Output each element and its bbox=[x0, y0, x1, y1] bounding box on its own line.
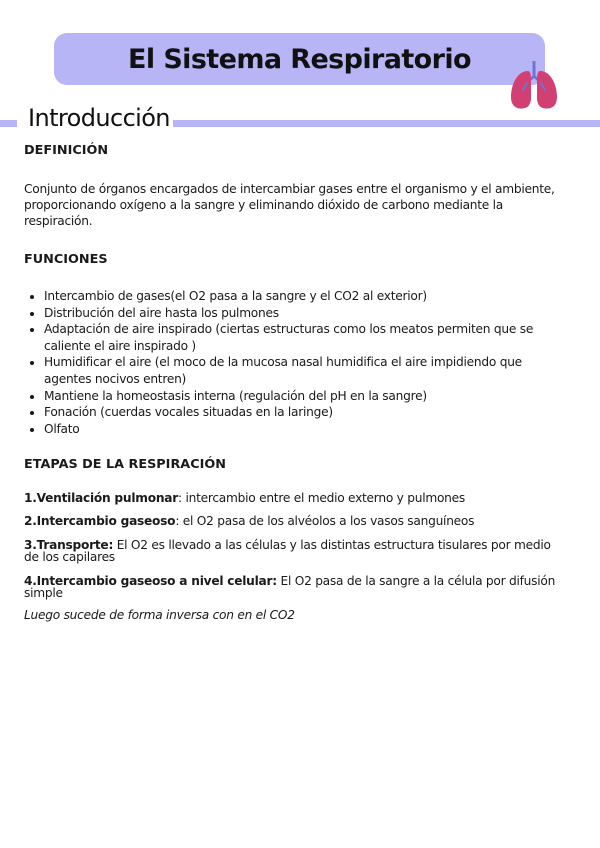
etapas-note: Luego sucede de forma inversa con en el CO2 bbox=[24, 608, 295, 623]
etapa-label: 4.Intercambio gaseoso a nivel celular: bbox=[24, 574, 277, 589]
etapa-2 bbox=[24, 515, 564, 527]
etapa-label: 2.Intercambio gaseoso bbox=[24, 514, 176, 529]
definicion-heading: DEFINICIÓN bbox=[24, 143, 109, 158]
etapa-text: El O2 es llevado a las células y las distintas estructura tisulares por medio de los capilares bbox=[24, 538, 551, 565]
list-item: • Olfato bbox=[44, 421, 564, 438]
etapa-1 bbox=[24, 492, 564, 504]
list-item: • Mantiene la homeostasis interna (regulación del pH en la sangre) bbox=[44, 388, 564, 405]
etapa-4 bbox=[24, 575, 564, 599]
etapa-text: : intercambio entre el medio externo y pulmones bbox=[177, 491, 465, 506]
etapa-text: : el O2 pasa de los alvéolos a los vasos sanguíneos bbox=[175, 514, 475, 529]
etapa-3 bbox=[24, 539, 564, 563]
etapa-text: El O2 pasa de la sangre a la célula por difusión simple bbox=[24, 574, 556, 601]
list-item: • Fonación (cuerdas vocales situadas en la laringe) bbox=[44, 404, 564, 421]
heading-bar-right bbox=[173, 120, 600, 127]
lungs-icon bbox=[508, 61, 560, 111]
list-item: • Adaptación de aire inspirado (ciertas estructuras como los meatos permiten que se caliente el aire inspirado ) bbox=[44, 321, 564, 354]
title-banner bbox=[54, 33, 545, 85]
document-body bbox=[24, 143, 564, 623]
etapa-label: 1.Ventilación pulmonar bbox=[24, 491, 178, 506]
section-heading: Introducción bbox=[28, 104, 170, 132]
funciones-list bbox=[24, 288, 564, 437]
funciones-heading: FUNCIONES bbox=[24, 252, 108, 267]
list-item: • Humidificar el aire (el moco de la mucosa nasal humidifica el aire impidiendo que agentes nocivos entren) bbox=[44, 354, 564, 387]
page-title: El Sistema Respiratorio bbox=[128, 43, 471, 75]
etapa-label: 3.Transporte: bbox=[24, 538, 114, 553]
heading-bar-left bbox=[0, 120, 17, 127]
etapas-heading: ETAPAS DE LA RESPIRACIÓN bbox=[24, 457, 226, 473]
list-item: • Distribución del aire hasta los pulmones bbox=[44, 305, 564, 322]
list-item: • Intercambio de gases(el O2 pasa a la sangre y el CO2 al exterior) bbox=[44, 288, 564, 305]
definicion-text: Conjunto de órganos encargados de intercambiar gases entre el organismo y el ambiente, proporcionando oxígeno a la sangre y eliminando dióxido de carbono mediante la respiración. bbox=[24, 182, 555, 228]
